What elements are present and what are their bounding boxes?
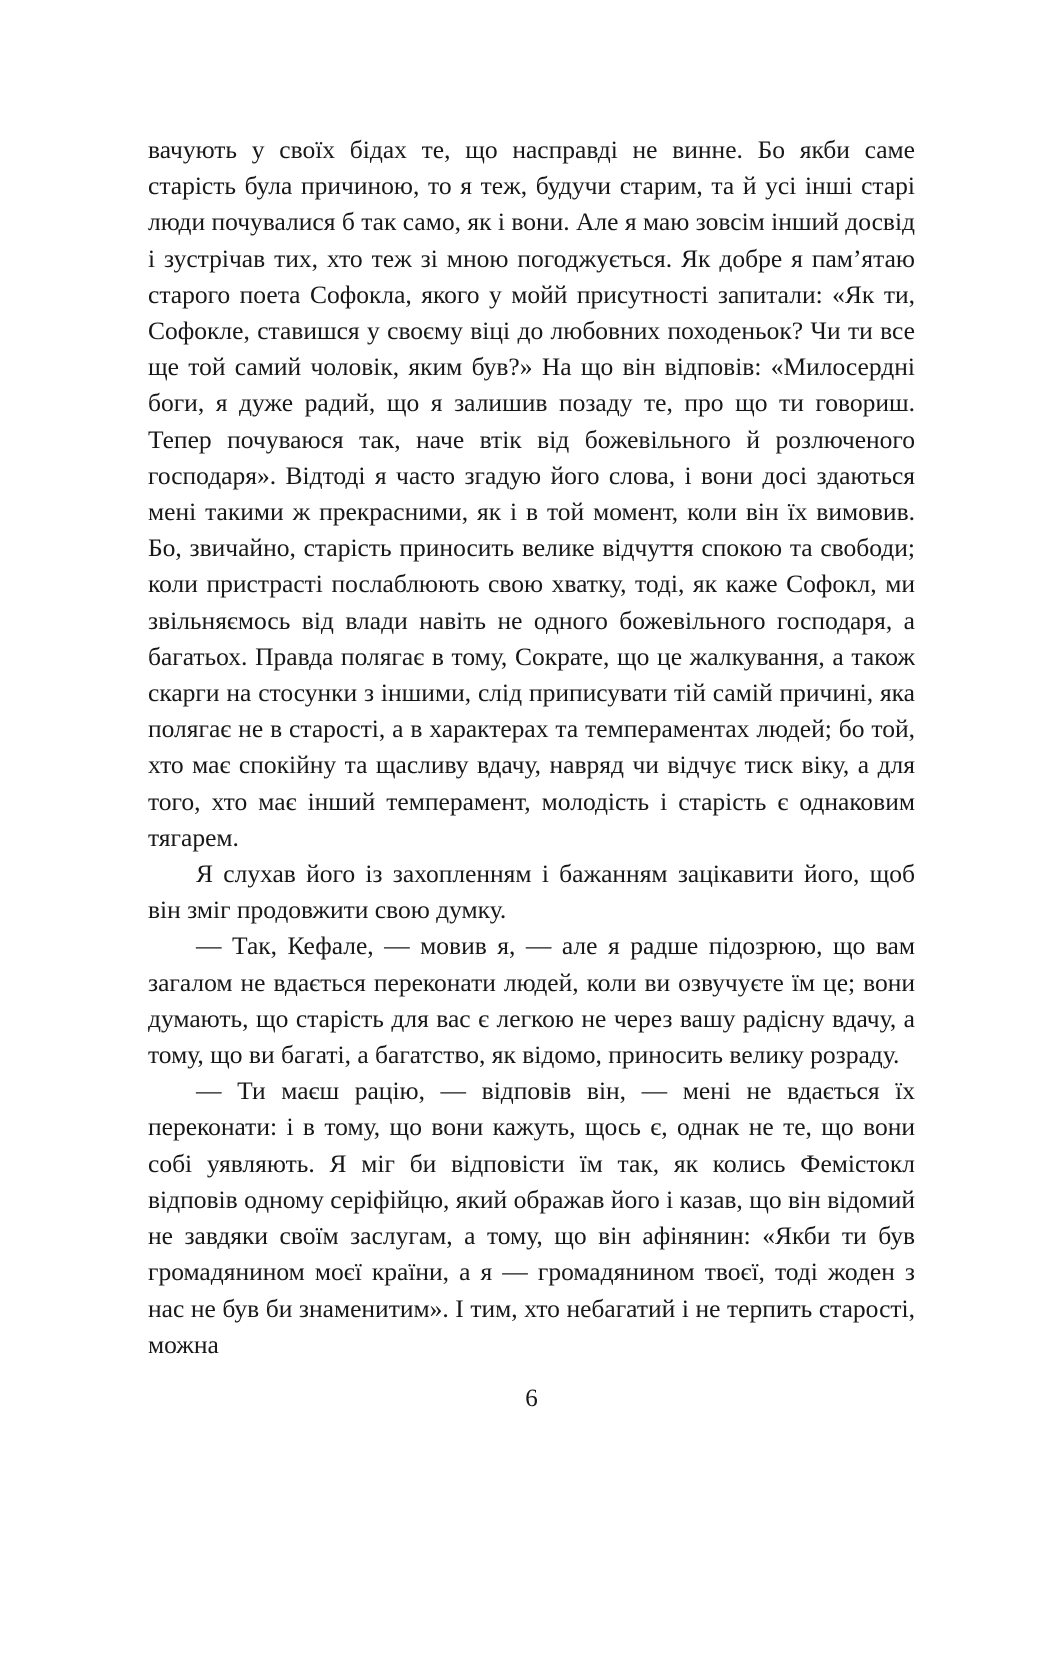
paragraph-2: Я слухав його із захопленням і бажанням зацікавити його, щоб він зміг продовжити свою думку. [148,859,915,925]
paragraph-3: — Так, Кефале, — мовив я, — але я радше підозрюю, що вам загалом не вдається переконати людей, коли ви озвучуєте їм це; вони думають, що старість для вас є легкою не через вашу радісну вдачу, а тому, що ви багаті, а багатство, як відомо, приносить велику розраду. [148,931,915,1070]
page-number: 6 [525,1385,538,1412]
paragraph-1: вачують у своїх бідах те, що насправді не винне. Бо якби саме старість була причиною, то я теж, будучи старим, та й усі інші старі люди почувалися б так само, як і вони. Але я маю зовсім інший досвід і зустрічав тих, хто теж зі мною погоджується. Як добре я пам’ятаю старого поета Софокла, якого у мойй присутності запитали: «Як ти, Софокле, ставишся у своєму віці до любовних походеньок? Чи ти все ще той самий чоловік, яким був?» На що він відповів: «Милосердні боги, я дуже радий, що я залишив позаду те, про що ти говориш. Тепер почуваюся так, наче втік від божевільного й розлюченого господаря». Відтоді я часто згадую його слова, і вони досі здаються мені такими ж прекрасними, як і в той момент, коли він їх вимовив. Бо, звичайно, старість приносить велике відчуття спокою та свободи; коли пристрасті послаблюють свою хватку, тоді, як каже Софокл, ми звільняємось від влади навіть не одного божевільного господаря, а багатьох. Правда полягає в тому, Сократе, що це жалкування, а також скарги на стосунки з іншими, слід приписувати тій самій причині, яка полягає не в старості, а в характерах та темпераментах людей; бо той, хто має спокійну та щасливу вдачу, навряд чи відчує тиск віку, а для того, хто має інший темперамент, молодість і старість є однаковим тягарем. [148,135,915,852]
paragraph-4: — Ти маєш рацію, — відповів він, — мені не вдається їх переконати: і в тому, що вони кажуть, щось є, однак не те, що вони собі уявляють. Я міг би відповісти їм так, як колись Фемістокл відповів одному серіфійцю, який ображав його і казав, що він відомий не завдяки своїм заслугам, а тому, що він афінянин: «Якби ти був громадянином моєї країни, а я — громадянином твоєї, тоді жоден з нас не був би знаменитим». І тим, хто небагатий і не терпить старості, можна [148,1076,915,1359]
page-body [148,132,915,1363]
